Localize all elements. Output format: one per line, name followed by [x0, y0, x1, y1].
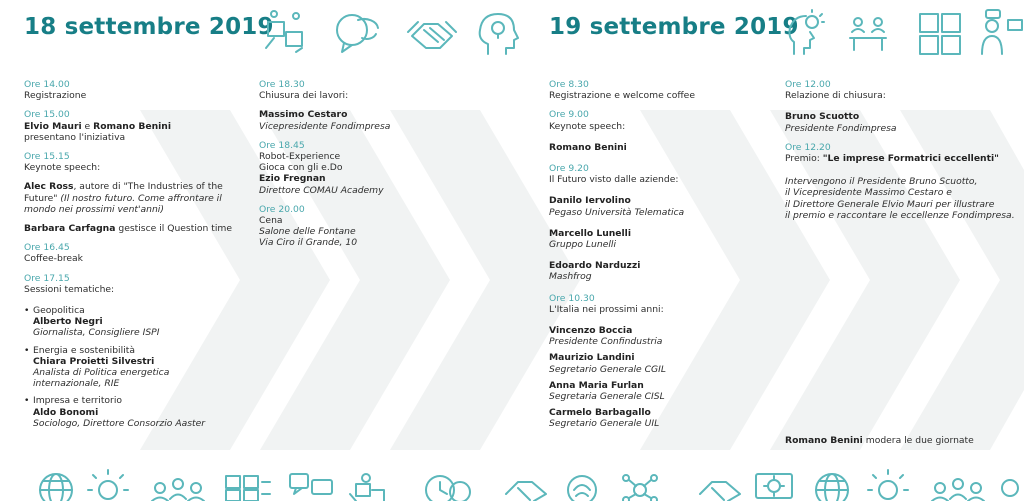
day1-icon-strip	[262, 8, 522, 64]
speaker-name: Maurizio Landini	[549, 352, 635, 364]
speaker-lunelli	[549, 228, 764, 250]
speaker-name: Alberto Negri	[33, 316, 103, 328]
speaker-role: Segretario Generale UIL	[549, 418, 660, 430]
event-text: gestisce il Question time	[115, 223, 232, 235]
event-1515	[24, 151, 239, 173]
event-text: presentano l'iniziativa	[24, 131, 126, 143]
event-text: Registrazione	[24, 90, 87, 102]
day2-column-right	[785, 79, 1021, 221]
puzzle-person-icon	[350, 474, 384, 501]
team-icon	[152, 479, 204, 501]
event-0900	[549, 109, 764, 131]
speaker-barbagallo	[549, 407, 764, 429]
award-line	[785, 153, 1021, 164]
lightbulb-icon	[88, 470, 128, 499]
speaker-name: Chiara Proietti Silvestri	[33, 355, 155, 367]
globe-icon	[816, 474, 848, 501]
keynote-speaker	[549, 142, 764, 153]
session-energia	[24, 345, 239, 390]
session-topic: • Energia e sostenibilità	[33, 344, 135, 356]
event-0920	[549, 163, 764, 185]
time-label: Ore 8.30	[549, 79, 589, 90]
day2-column-left	[549, 79, 764, 435]
event-1200	[785, 79, 1021, 101]
moderator-text: modera le due giornate	[862, 435, 974, 446]
speaker-name: Barbara Carfagna	[24, 223, 116, 235]
speaker-name: Carmelo Barbagallo	[549, 407, 651, 419]
handshake-icon	[408, 22, 456, 48]
speaker-iervolino	[549, 195, 764, 217]
speaker-role: Analista di Politica energetica internazionale, RIE	[33, 367, 170, 390]
team-icon	[932, 479, 1018, 501]
event-1030	[549, 293, 764, 315]
speaker-name: Romano Benini	[93, 120, 171, 132]
award-note	[785, 176, 1021, 221]
time-label: Ore 16.45	[24, 242, 70, 254]
puzzle-grid-icon	[920, 14, 960, 54]
speaker-name: Alec Ross	[24, 181, 74, 193]
session-topic: • Geopolitica	[33, 305, 85, 317]
event-1645	[24, 242, 239, 264]
event-text: Relazione di chiusura:	[785, 90, 886, 102]
head-brain-icon	[480, 14, 518, 54]
keynote-alec-ross	[24, 181, 239, 215]
gear-screen-icon	[756, 474, 792, 498]
event-text: Cena	[259, 215, 283, 227]
award-prefix: Premio:	[785, 153, 823, 165]
event-text: Sessioni tematiche:	[24, 283, 115, 295]
puzzle-people-icon	[266, 11, 302, 52]
closing-speaker	[785, 111, 1021, 133]
speaker-name: Bruno Scuotto	[785, 111, 860, 123]
speaker-role: Presidente Confindustria	[549, 336, 663, 348]
speaker-role: Direttore COMAU Academy	[259, 184, 384, 196]
event-1400	[24, 79, 239, 101]
time-label: Ore 17.15	[24, 272, 70, 284]
speaker-boccia	[549, 325, 764, 347]
speaker-name: Vincenzo Boccia	[549, 325, 633, 337]
event-1715	[24, 273, 239, 295]
speaker-name: Marcello Lunelli	[549, 227, 631, 239]
event-2000	[259, 204, 459, 249]
time-label: Ore 12.20	[785, 141, 831, 153]
time-label: Ore 20.00	[259, 203, 305, 215]
lightbulb-icon	[868, 470, 908, 499]
time-label: Ore 9.00	[549, 109, 589, 121]
session-impresa	[24, 395, 239, 429]
speaker-name: Massimo Cestaro	[259, 109, 348, 121]
day1-title: 18 settembre 2019	[24, 14, 274, 40]
speaker-role: Sociologo, Direttore Consorzio Aaster	[33, 417, 206, 429]
time-label: Ore 9.20	[549, 163, 589, 175]
event-text: L'Italia nei prossimi anni:	[549, 303, 664, 315]
bottom-icon-strip	[0, 466, 1024, 501]
event-text: Keynote speech:	[549, 120, 626, 132]
day2-title: 19 settembre 2019	[549, 14, 799, 40]
brain-icon	[568, 476, 596, 501]
moderator-name: Romano Benini	[785, 435, 863, 446]
speaker-role: Mashfrog	[549, 271, 592, 283]
speaker-name: Danilo Iervolino	[549, 195, 631, 207]
speaker-role: Vicepresidente Fondimpresa	[259, 120, 391, 132]
handshake-icon	[700, 482, 740, 501]
time-label: Ore 15.15	[24, 151, 70, 163]
time-label: Ore 18.45	[259, 139, 305, 151]
speaker-furlan	[549, 380, 764, 402]
event-text: Il Futuro visto dalle aziende:	[549, 174, 679, 186]
chat-icon	[290, 474, 332, 494]
moderator-line	[785, 435, 974, 446]
event-text: Robot-Experience	[259, 151, 341, 163]
award-title: "Le imprese Formatrici eccellenti"	[822, 153, 999, 165]
note-line: il Vicepresidente Massimo Cestaro e	[785, 187, 952, 199]
speakers-line	[24, 121, 239, 132]
closing-speaker	[259, 109, 459, 131]
clock-icon	[426, 476, 470, 501]
time-label: Ore 10.30	[549, 292, 595, 304]
time-label: Ore 15.00	[24, 109, 70, 121]
conjunction: e	[81, 120, 94, 132]
globe-icon	[40, 474, 72, 501]
speaker-role: Segretaria Generale CISL	[549, 391, 665, 403]
event-text: Gioca con gli e.Do	[259, 162, 343, 174]
session-geopolitica	[24, 305, 239, 339]
speaker-narduzzi	[549, 260, 764, 282]
event-text: Keynote speech:	[24, 162, 101, 174]
speaker-name: Aldo Bonomi	[33, 406, 99, 418]
session-topic: • Impresa e territorio	[33, 395, 123, 407]
puzzle-icon	[226, 476, 270, 501]
speaker-role: Pegaso Università Telematica	[549, 206, 685, 218]
speaker-name: Anna Maria Furlan	[549, 379, 644, 391]
speaker-landini	[549, 352, 764, 374]
venue-address: Via Ciro il Grande, 10	[259, 237, 358, 249]
speech-bubbles-icon	[337, 15, 378, 52]
note-line: il premio e raccontare le eccellenze Fondimpresa.	[785, 209, 1015, 221]
lightbulb-head-icon	[790, 10, 825, 54]
day1-column-right	[259, 79, 459, 257]
event-text: Registrazione e welcome coffee	[549, 90, 695, 102]
speaker-name: Ezio Fregnan	[259, 173, 326, 185]
network-icon	[623, 475, 657, 501]
event-1220	[785, 142, 1021, 164]
note-line: il Direttore Generale Elvio Mauri per illustrare	[785, 198, 995, 210]
event-0830	[549, 79, 764, 101]
note-line: Intervengono il Presidente Bruno Scuotto,	[785, 176, 978, 188]
event-1500	[24, 109, 239, 143]
speaker-name: Elvio Mauri	[24, 120, 82, 132]
speaker-role: Giornalista, Consigliere ISPI	[33, 327, 160, 339]
question-time	[24, 223, 239, 234]
speaker-role: Gruppo Lunelli	[549, 239, 616, 251]
speaker-description: , autore di "The Industries of the Future"	[24, 181, 223, 204]
event-1830	[259, 79, 459, 101]
day2-icon-strip	[786, 8, 1024, 64]
book-subtitle: (Il nostro futuro. Come affrontare il mondo nei prossimi vent'anni)	[24, 192, 222, 215]
speaker-role: Presidente Fondimpresa	[785, 122, 897, 134]
speaker-name: Romano Benini	[549, 141, 627, 153]
time-label: Ore 18.30	[259, 79, 305, 90]
day1-column-left	[24, 79, 239, 435]
time-label: Ore 14.00	[24, 79, 70, 90]
people-talking-icon	[982, 10, 1022, 54]
event-1845	[259, 140, 459, 196]
speaker-name: Edoardo Narduzzi	[549, 260, 641, 272]
event-text: Chiusura dei lavori:	[259, 90, 349, 102]
meeting-table-icon	[850, 18, 886, 50]
speaker-role: Segretario Generale CGIL	[549, 363, 666, 375]
time-label: Ore 12.00	[785, 79, 831, 90]
event-text: Coffee-break	[24, 253, 83, 265]
handshake-icon	[506, 482, 546, 501]
venue-name: Salone delle Fontane	[259, 226, 356, 238]
